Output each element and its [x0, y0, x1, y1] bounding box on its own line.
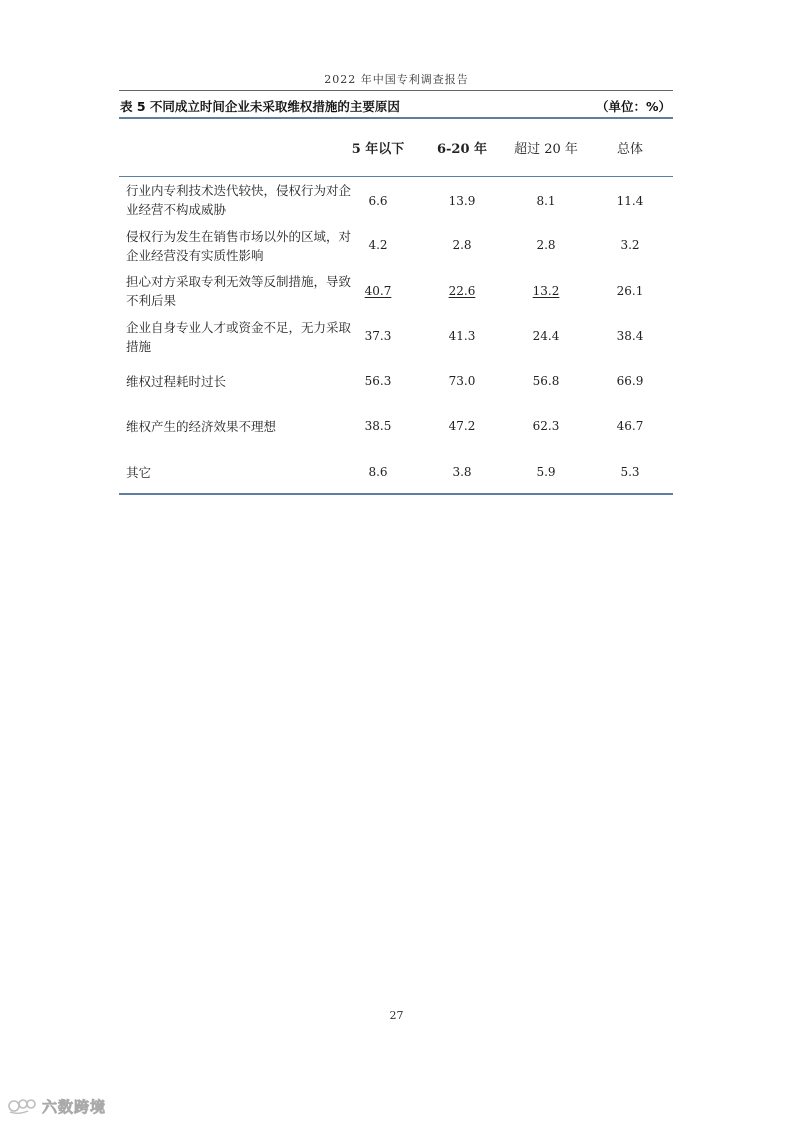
cell-overall: 66.9: [616, 374, 644, 388]
cell-6-20-years: 3.8: [452, 465, 472, 479]
table-caption: [120, 97, 673, 115]
column-header-6-20-years: 6-20 年: [436, 142, 488, 157]
running-header: 2022 年中国专利调查报告: [324, 73, 469, 86]
cell-6-20-years: 2.8: [452, 238, 472, 252]
row-label: 企业自身专业人才或资金不足，无力采取措施: [126, 320, 352, 354]
logo-mark-icon: [8, 1097, 38, 1115]
cell-over-20-years: 8.1: [536, 194, 556, 208]
table-header-rule: [119, 176, 673, 177]
cell-under-5-years: 6.6: [368, 194, 388, 208]
cell-over-20-years: 5.9: [536, 465, 556, 479]
row-label: 担心对方采取专利无效等反制措施，导致不利后果: [126, 274, 352, 308]
cell-under-5-years: 56.3: [364, 374, 392, 388]
table-unit: （单位：%）: [595, 99, 671, 114]
table-bottom-rule: [119, 493, 673, 495]
page-number: 27: [389, 1009, 404, 1022]
cell-overall: 26.1: [616, 284, 644, 298]
row-label: 维权过程耗时过长: [126, 374, 227, 389]
cell-over-20-years: 62.3: [532, 419, 560, 433]
row-label: 行业内专利技术迭代较快，侵权行为对企业经营不构成威胁: [126, 183, 352, 217]
table-row: [120, 181, 673, 223]
cell-under-5-years: 4.2: [368, 238, 388, 252]
cell-under-5-years: 37.3: [364, 329, 392, 343]
cell-overall: 5.3: [620, 465, 640, 479]
cell-over-20-years: 2.8: [536, 238, 556, 252]
header-rule: [119, 90, 673, 91]
cell-6-20-years: 41.3: [448, 329, 476, 343]
cell-under-5-years: 38.5: [364, 419, 392, 433]
cell-6-20-years: 47.2: [448, 419, 476, 433]
row-label: 维权产生的经济效果不理想: [126, 419, 277, 434]
table-row: [120, 463, 673, 485]
watermark: [8, 1096, 106, 1116]
cell-over-20-years: 13.2: [532, 284, 560, 298]
column-header-over-20-years: 超过 20 年: [514, 142, 578, 157]
watermark-text: 六数跨境: [42, 1097, 107, 1116]
cell-overall: 11.4: [616, 194, 644, 208]
column-header-under-5-years: 5 年以下: [351, 142, 405, 157]
table-row: [120, 227, 673, 269]
row-label: 其它: [126, 465, 152, 480]
cell-overall: 38.4: [616, 329, 644, 343]
cell-6-20-years: 13.9: [448, 194, 476, 208]
cell-6-20-years: 73.0: [448, 374, 476, 388]
column-header-overall: 总体: [616, 142, 643, 157]
cell-over-20-years: 56.8: [532, 374, 560, 388]
row-label: 侵权行为发生在销售市场以外的区域，对企业经营没有实质性影响: [126, 229, 352, 263]
table-title: 表 5 不同成立时间企业未采取维权措施的主要原因: [120, 99, 400, 114]
table-row: [120, 417, 673, 439]
table-top-rule: [119, 117, 673, 119]
cell-overall: 3.2: [620, 238, 640, 252]
cell-over-20-years: 24.4: [532, 329, 560, 343]
table-row: [120, 272, 673, 314]
table-row: [120, 372, 673, 394]
table-row: [120, 318, 673, 360]
cell-6-20-years: 22.6: [448, 284, 476, 298]
cell-under-5-years: 40.7: [364, 284, 392, 298]
cell-overall: 46.7: [616, 419, 644, 433]
cell-under-5-years: 8.6: [368, 465, 388, 479]
